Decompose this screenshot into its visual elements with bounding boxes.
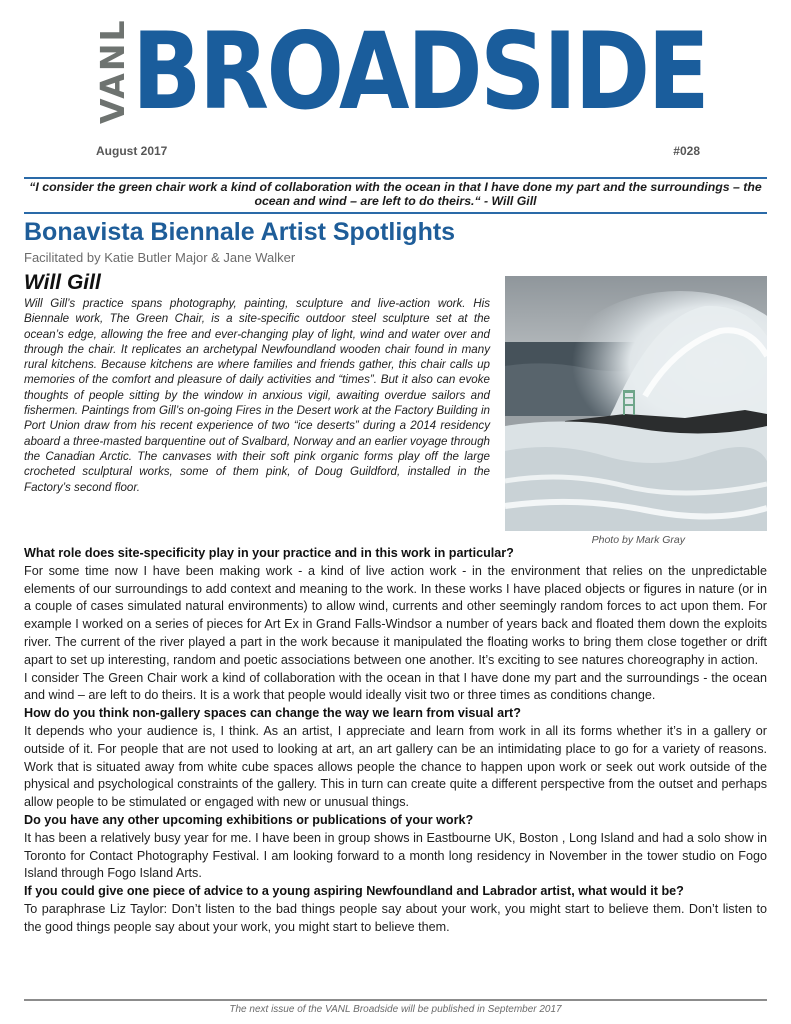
question-1: What role does site-specificity play in your practice and in this work in particular? [24,546,514,560]
article-byline: Facilitated by Katie Butler Major & Jane Walker [24,250,296,265]
answer-4-paragraph-1: To paraphrase Liz Taylor: Don’t listen to the bad things people say about your work, you might start to believe them. Don’t listen to the good things people say about your work, you might start to believe them. [24,901,767,934]
issue-line [96,144,700,162]
pull-quote: “I consider the green chair work a kind of collaboration with the ocean in that I have done my part and the surroundings – the ocean and wind – are left to do theirs.“ - Will Gill [29,180,762,208]
masthead-vanl: VANL [93,18,132,124]
answer-2-paragraph-1: It depends who your audience is, I think. As an artist, I appreciate and learn from work in all its forms whether it’s in a gallery or outside of it. For people that are not used to looking at art, an art gallery can be an intimidating place to go for a variety of reasons. Work that is situated away from white cube spaces allows people the chance to happen upon work or seek out work outside of the physical and psychological constraints of the gallery. This in turn can create quite a different perspective from the outset and perhaps allow people to be stimulated or engaged with new or unusual things. [24,723,767,810]
artist-name: Will Gill [24,271,101,294]
issue-date: August 2017 [96,144,168,158]
ocean-wave-image [505,276,767,531]
question-3: Do you have any other upcoming exhibitions or publications of your work? [24,812,474,827]
photo-caption: Photo by Mark Gray [591,534,685,546]
interview [24,545,767,937]
quote-rule-top [24,177,767,179]
footer-note: The next issue of the VANL Broadside will be published in September 2017 [229,1004,562,1015]
answer-1-paragraph-1: For some time now I have been making work - a kind of live action work - in the environment that relies on the unpredictable elements of our surroundings to add context and meaning to the work. In these works I have placed objects or figures in nature (or in a couple of cases simulated natural environments) to allow wind, currents and other seemingly random forces to act upon them. For example I worked on a series of pieces for Art Ex in Grand Falls-Windsor a number of years back and floated them down the exploits river. The current of the river played a part in the work because it manipulated the floating works to bring them close together or drift apart to set up interesting, random and poetic associations between one another. It’s exciting to see natures choreography in action. [24,563,767,667]
answer-3-paragraph-1: It has been a relatively busy year for me. I have been in group shows in Eastbourne UK, Boston , Long Island and had a solo show in Toronto for Contact Photography Festival. I am looking forward to a month long residency in November in the tower studio on Fogo Island through Fogo Island Arts. [24,830,767,881]
green-chair-photo [505,276,767,531]
answer-1-paragraph-2: I consider The Green Chair work a kind of collaboration with the ocean in that I have done my part and the surroundings - the ocean and wind – are left to do theirs. It is a work that people would ideally visit two or three times as conditions change. [24,670,767,703]
artist-bio: Will Gill’s practice spans photography, painting, sculpture and live-action work. His Biennale work, The Green Chair, is a site-specific outdoor steel sculpture set at the ocean’s edge, allowing the free and ever-changing play of light, wind and water over and through the chair. It replicates an archetypal Newfoundland wooden chair found in many rural kitchens. Because kitchens are where families and friends gather, this chair calls up memories of the comfort and pleasure of daily activities and “times”. But it also can evoke thoughts of people sitting by the window in anxious vigil, awaiting overdue sailors and fishermen. Paintings from Gill’s on-going Fires in the Desert work at the Factory Building in Port Union draw from his recent experience of two “ice deserts” during a 2014 residency aboard a three-masted barquentine out of Svalbard, Norway and an earlier voyage through the Canadian Arctic. The canvases with their soft pink organic forms play off the large crocheted sculptural works, some of them pink, of Doug Guildford, installed in the Factory’s second floor. [24,297,490,494]
issue-number: #028 [673,144,700,158]
question-2: How do you think non-gallery spaces can change the way we learn from visual art? [24,706,521,721]
masthead [93,10,708,133]
masthead-title: BROADSIDE [132,10,708,133]
article-title: Bonavista Biennale Artist Spotlights [24,218,456,246]
question-4: If you could give one piece of advice to a young aspiring Newfoundland and Labrador artist, what would it be? [24,884,684,899]
footer-rule [24,999,767,1001]
quote-rule-bottom [24,212,767,214]
